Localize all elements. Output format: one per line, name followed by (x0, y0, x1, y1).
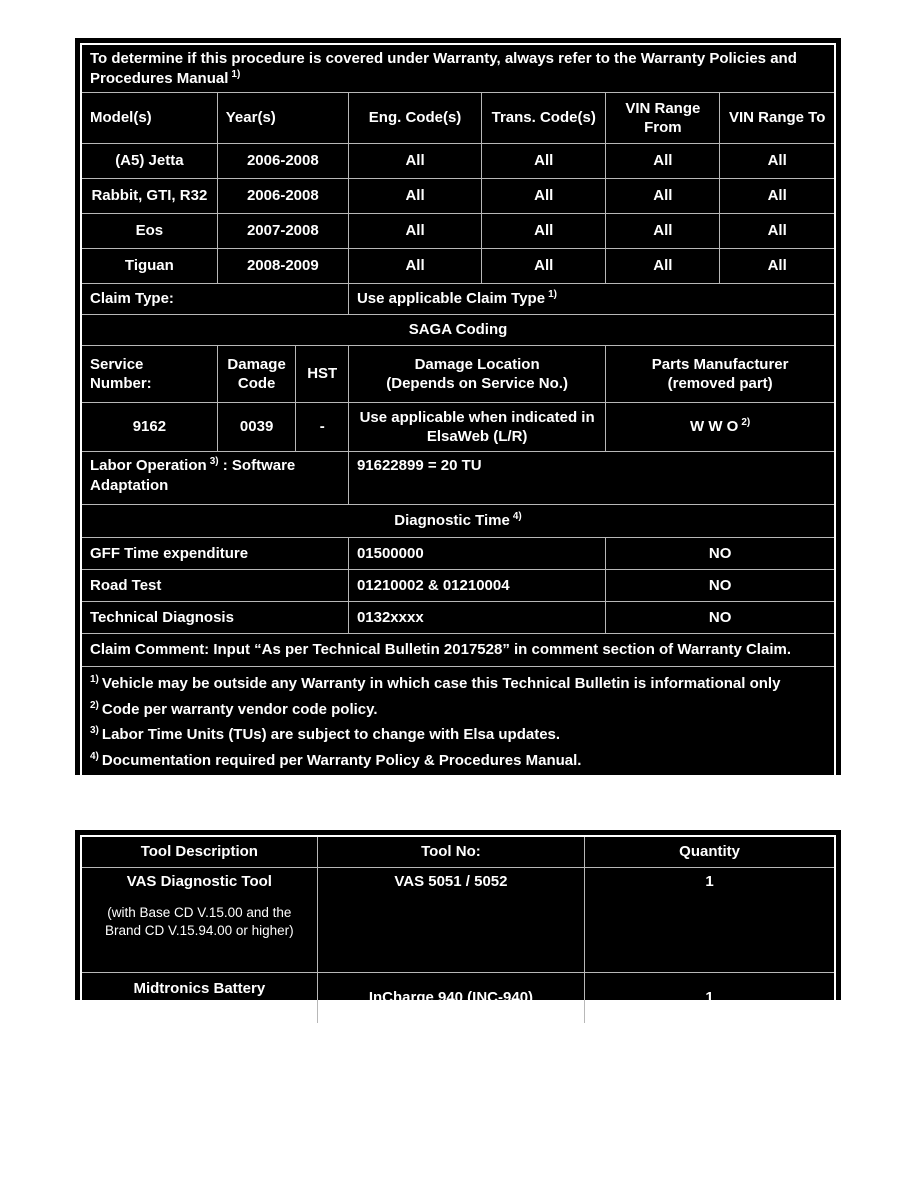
saga-col-parts-manufacturer (606, 346, 835, 403)
vin-to-cell: All (720, 249, 835, 284)
col-models: Model(s) (81, 93, 217, 144)
labor-operation-row (81, 452, 835, 505)
damage-code-value: 0039 (217, 403, 296, 452)
labor-operation-value: 91622899 = 20 TU (348, 452, 835, 505)
col-vin-to: VIN Range To (720, 93, 835, 144)
eng-cell: All (348, 214, 481, 249)
footnotes-row (81, 667, 835, 779)
diag-label: Road Test (81, 570, 348, 602)
years-cell: 2008-2009 (217, 249, 348, 284)
years-cell: 2006-2008 (217, 179, 348, 214)
trans-cell: All (482, 144, 606, 179)
footnote-1 (90, 671, 826, 697)
footnote-3-sup: 3) (90, 725, 99, 736)
saga-col-parts-line2: (removed part) (667, 375, 773, 392)
tool-note: (with Base CD V.15.00 and the Brand CD V.15.94.00 or higher) (105, 904, 294, 938)
warranty-note-text: To determine if this procedure is covered under Warranty, always refer to the Warranty Policies and Procedures Manual (90, 50, 797, 87)
saga-col-damage-location-line2: (Depends on Service No.) (386, 375, 568, 392)
eng-cell: All (348, 179, 481, 214)
claim-type-sup: 1) (548, 289, 557, 301)
warranty-note-sup: 1) (231, 68, 241, 80)
warranty-table (80, 43, 836, 779)
parts-manufacturer-text: W W O (690, 418, 739, 436)
labor-operation-sup: 3) (209, 456, 219, 467)
vin-from-cell: All (606, 144, 720, 179)
years-cell: 2006-2008 (217, 144, 348, 179)
footnote-1-text: Vehicle may be outside any Warranty in which case this Technical Bulletin is informational only (101, 675, 781, 692)
diag-code: 0132xxxx (348, 602, 605, 634)
vin-to-cell: All (720, 214, 835, 249)
col-years: Year(s) (217, 93, 348, 144)
years-cell: 2007-2008 (217, 214, 348, 249)
model-row-rabbit (81, 179, 835, 214)
footnote-1-sup: 1) (90, 674, 99, 685)
trans-cell: All (482, 214, 606, 249)
claim-comment-row (81, 634, 835, 667)
saga-col-damage-location-line1: Damage Location (414, 355, 540, 373)
model-cell: Tiguan (81, 249, 217, 284)
model-row-jetta (81, 144, 835, 179)
tool-quantity-cell: 1 (585, 973, 835, 1025)
tool-no-cell: VAS 5051 / 5052 (317, 868, 584, 973)
diag-row-gff (81, 538, 835, 570)
col-trans-codes: Trans. Code(s) (482, 93, 606, 144)
claim-type-value-text: Use applicable Claim Type (356, 290, 546, 308)
footnote-2-sup: 2) (90, 699, 99, 711)
col-vin-from: VIN Range From (606, 93, 720, 144)
tool-no-cell: InCharge 940 (INC-940) (317, 973, 584, 1025)
diag-code: 01210002 & 01210004 (348, 570, 605, 602)
footnote-4 (90, 748, 826, 774)
footnote-4-text: Documentation required per Warranty Policy & Procedures Manual. (101, 751, 582, 769)
damage-location-value: Use applicable when indicated in ElsaWeb (L/R) (348, 403, 605, 452)
diagnostic-time-text: Diagnostic Time (394, 512, 510, 530)
tool-quantity-cell: 1 (585, 868, 835, 973)
saga-value-row (81, 403, 835, 452)
claim-type-label: Claim Type: (81, 284, 348, 315)
saga-header-row (81, 346, 835, 403)
labor-operation-label (81, 452, 348, 505)
saga-col-service-number: Service Number: (81, 346, 217, 403)
service-number-value: 9162 (81, 403, 217, 452)
trans-cell: All (482, 179, 606, 214)
model-cell: (A5) Jetta (81, 144, 217, 179)
tools-table (80, 835, 836, 1025)
col-tool-no: Tool No: (317, 836, 584, 868)
footnote-4-sup: 4) (90, 750, 99, 762)
vin-from-cell: All (606, 179, 720, 214)
tool-row-vas (81, 868, 835, 973)
warranty-table-container (75, 38, 841, 775)
col-quantity: Quantity (585, 836, 835, 868)
diag-row-road-test (81, 570, 835, 602)
footnote-3 (90, 722, 826, 748)
saga-col-parts-line1: Parts Manufacturer (651, 355, 789, 373)
diag-row-technical-diagnosis (81, 602, 835, 634)
trans-cell: All (482, 249, 606, 284)
tools-table-container (75, 830, 841, 1016)
vin-to-cell: All (720, 144, 835, 179)
tool-description-cell: Midtronics Battery tester/charger (81, 973, 317, 1025)
footnote-3-text: Labor Time Units (TUs) are subject to change with Elsa updates. (101, 726, 561, 743)
diag-code: 01500000 (348, 538, 605, 570)
saga-title: SAGA Coding (81, 315, 835, 346)
claim-type-row (81, 284, 835, 315)
diagnostic-time-title-row (81, 505, 835, 538)
model-cell: Eos (81, 214, 217, 249)
vin-from-cell: All (606, 214, 720, 249)
warranty-note (81, 44, 835, 93)
col-tool-description: Tool Description (81, 836, 317, 868)
model-header-row (81, 93, 835, 144)
model-row-eos (81, 214, 835, 249)
eng-cell: All (348, 249, 481, 284)
model-cell: Rabbit, GTI, R32 (81, 179, 217, 214)
eng-cell: All (348, 144, 481, 179)
claim-type-value (348, 284, 835, 315)
model-row-tiguan (81, 249, 835, 284)
footnote-2 (90, 697, 826, 723)
claim-comment: Claim Comment: Input “As per Technical Bulletin 2017528” in comment section of Warranty Claim. (81, 634, 835, 667)
labor-operation-prefix: Labor Operation (90, 457, 207, 474)
col-eng-codes: Eng. Code(s) (348, 93, 481, 144)
diagnostic-time-title (81, 505, 835, 538)
diag-label: Technical Diagnosis (81, 602, 348, 634)
vin-to-cell: All (720, 179, 835, 214)
saga-title-row (81, 315, 835, 346)
tools-header-row (81, 836, 835, 868)
parts-manufacturer-value (606, 403, 835, 452)
diag-label: GFF Time expenditure (81, 538, 348, 570)
warranty-note-row (81, 44, 835, 93)
footnotes-cell (81, 667, 835, 779)
saga-col-damage-location (348, 346, 605, 403)
saga-col-damage-code: Damage Code (217, 346, 296, 403)
tool-row-midtronics (81, 973, 835, 1025)
diag-flag: NO (606, 602, 835, 634)
labor-operation-suffix: : Software Adaptation (90, 457, 296, 494)
hst-value: - (296, 403, 348, 452)
diag-flag: NO (606, 538, 835, 570)
tool-name: VAS Diagnostic Tool (126, 873, 272, 890)
parts-manufacturer-sup: 2) (741, 417, 751, 429)
tool-description-cell (81, 868, 317, 973)
vin-from-cell: All (606, 249, 720, 284)
footnote-2-text: Code per warranty vendor code policy. (101, 700, 378, 718)
diagnostic-time-sup: 4) (512, 511, 522, 523)
saga-col-hst: HST (296, 346, 348, 403)
diag-flag: NO (606, 570, 835, 602)
